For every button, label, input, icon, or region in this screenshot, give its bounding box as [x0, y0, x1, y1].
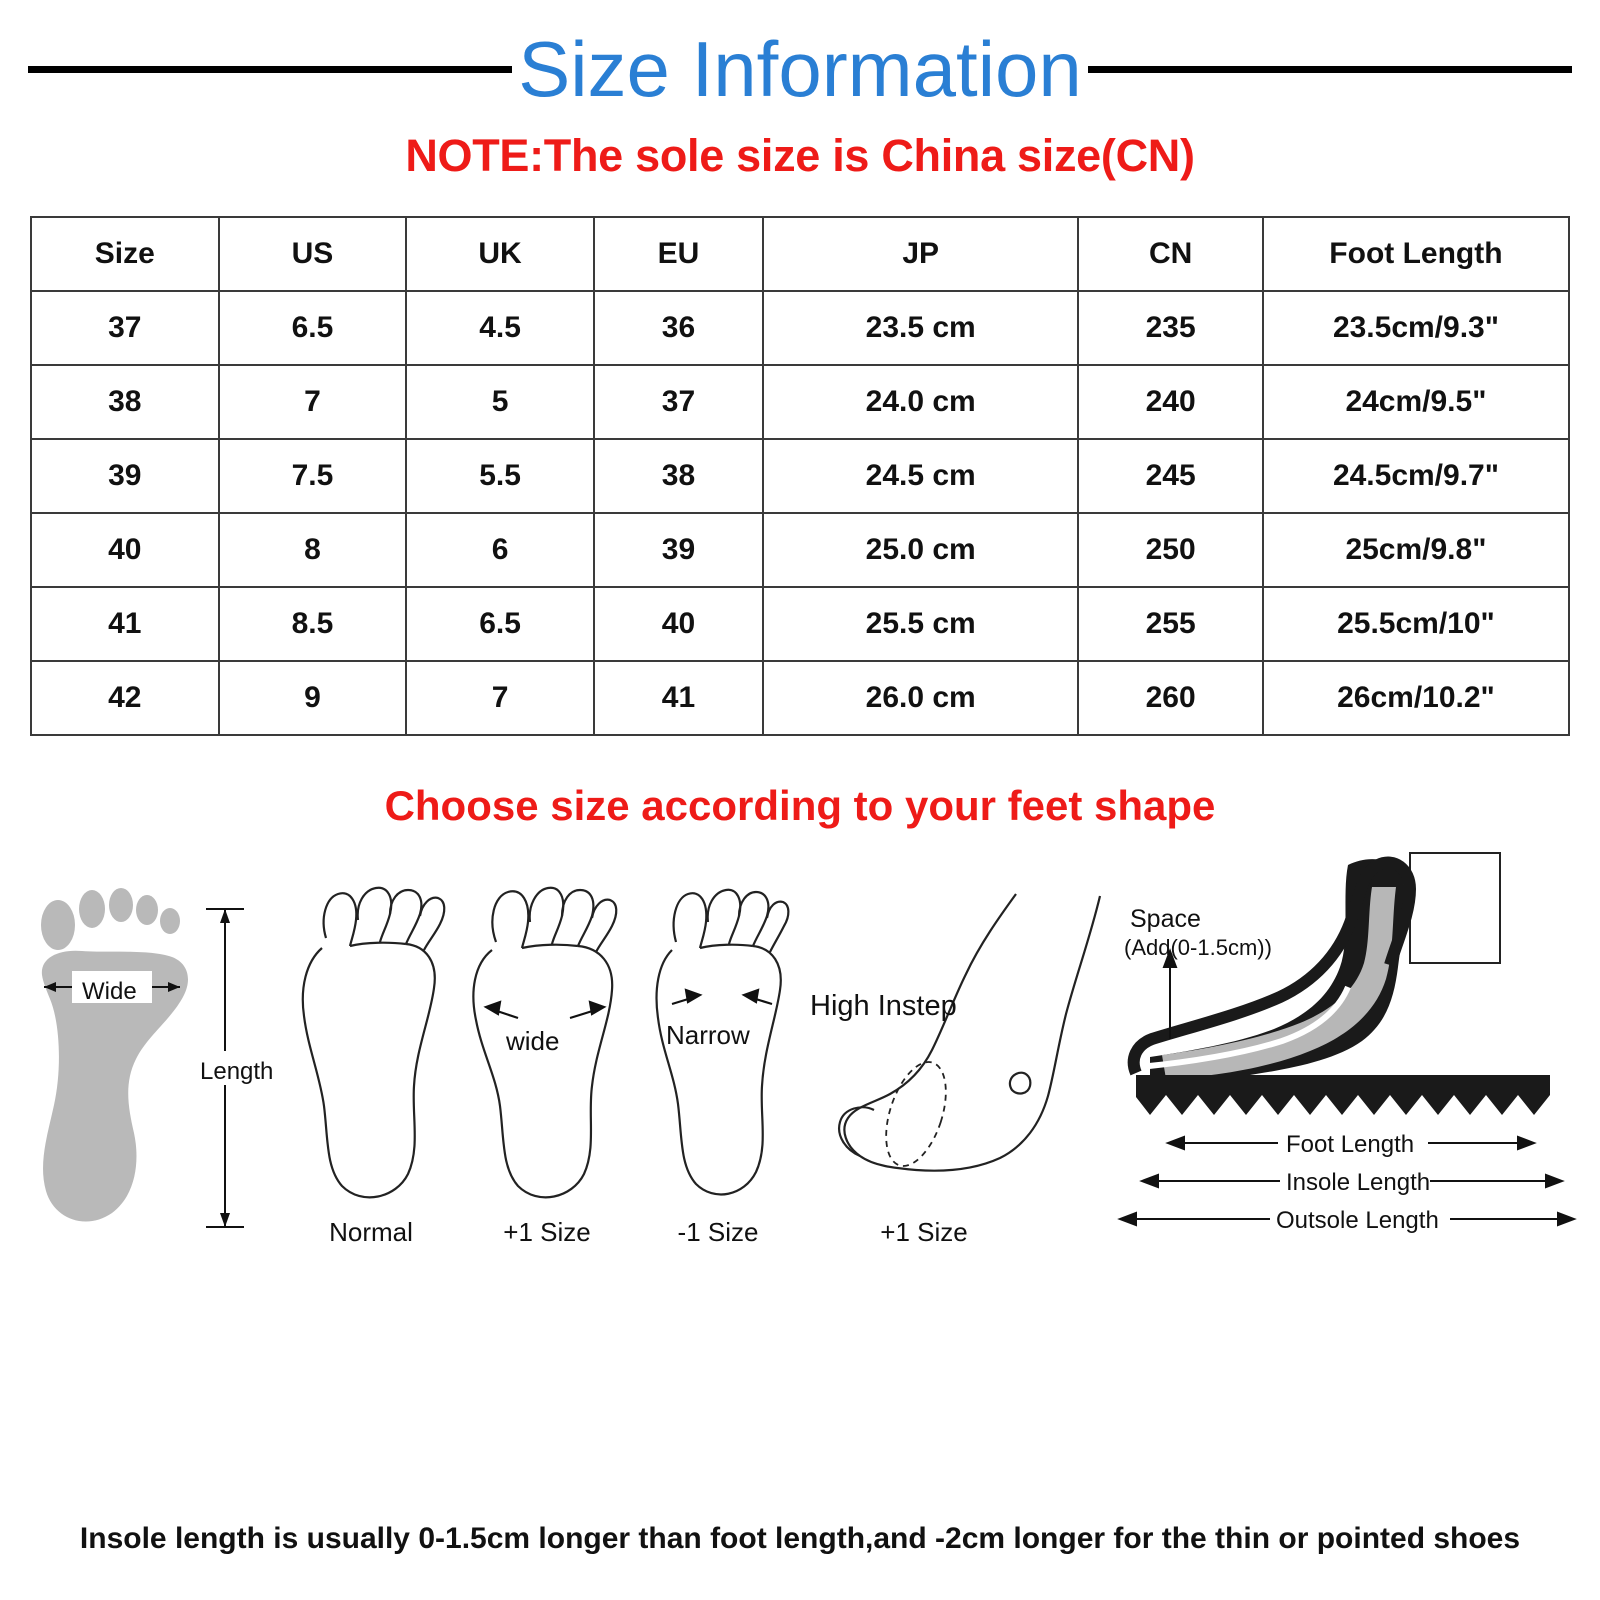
- diagram-section: [0, 848, 1600, 1268]
- table-row: [31, 365, 1569, 439]
- col-header-us: US: [219, 217, 407, 291]
- cell-size: 40: [31, 513, 219, 587]
- foot-wide-caption: +1 Size: [503, 1217, 591, 1247]
- table-row: [31, 291, 1569, 365]
- cell-uk: 6: [406, 513, 594, 587]
- cell-us: 9: [219, 661, 407, 735]
- cell-jp: 24.5 cm: [763, 439, 1078, 513]
- table-row: [31, 439, 1569, 513]
- wide-label: Wide: [82, 978, 137, 1005]
- cn-size-note: NOTE:The sole size is China size(CN): [405, 130, 1195, 181]
- col-header-uk: UK: [406, 217, 594, 291]
- foot-normal-caption: Normal: [329, 1217, 413, 1247]
- foot-narrow-caption: -1 Size: [677, 1217, 759, 1247]
- cell-eu: 41: [594, 661, 763, 735]
- cell-eu: 38: [594, 439, 763, 513]
- cell-jp: 25.0 cm: [763, 513, 1078, 587]
- foot-normal-diagram: [286, 868, 456, 1248]
- high-instep-diagram: [804, 878, 1104, 1248]
- table-row: [31, 513, 1569, 587]
- cell-jp: 24.0 cm: [763, 365, 1078, 439]
- cell-eu: 36: [594, 291, 763, 365]
- cell-cn: 240: [1078, 365, 1263, 439]
- footer-note: Insole length is usually 0-1.5cm longer than foot length,and -2cm longer for the thin or pointed shoes: [79, 1522, 1521, 1555]
- cell-eu: 39: [594, 513, 763, 587]
- cell-uk: 7: [406, 661, 594, 735]
- page-title: Size Information: [518, 25, 1082, 113]
- cell-foot-length: 26cm/10.2": [1263, 661, 1569, 735]
- high-instep-svg: [804, 878, 1104, 1208]
- col-header-size: Size: [31, 217, 219, 291]
- insole-length-label: Insole Length: [1286, 1169, 1431, 1196]
- cell-size: 38: [31, 365, 219, 439]
- title-rule-left: [28, 66, 512, 73]
- cell-foot-length: 25cm/9.8": [1263, 513, 1569, 587]
- cell-foot-length: 25.5cm/10": [1263, 587, 1569, 661]
- shoe-length-diagram: [1110, 843, 1580, 1248]
- cell-size: 42: [31, 661, 219, 735]
- cell-eu: 37: [594, 365, 763, 439]
- high-instep-label: High Instep: [810, 990, 957, 1022]
- cell-size: 39: [31, 439, 219, 513]
- diagram-row: [20, 848, 1580, 1248]
- cell-size: 41: [31, 587, 219, 661]
- col-header-cn: CN: [1078, 217, 1263, 291]
- cell-jp: 23.5 cm: [763, 291, 1078, 365]
- cell-us: 8.5: [219, 587, 407, 661]
- size-table-wrap: [0, 216, 1600, 736]
- cell-eu: 40: [594, 587, 763, 661]
- foot-length-label: Foot Length: [1286, 1131, 1415, 1158]
- outsole-length-label: Outsole Length: [1276, 1207, 1439, 1234]
- high-instep-caption: +1 Size: [880, 1217, 968, 1247]
- cell-us: 7: [219, 365, 407, 439]
- title-rule-right: [1088, 66, 1572, 73]
- cell-foot-length: 24.5cm/9.7": [1263, 439, 1569, 513]
- col-header-eu: EU: [594, 217, 763, 291]
- space-sub-label: (Add(0-1.5cm)): [1124, 935, 1272, 960]
- title-row: [0, 0, 1600, 113]
- length-label: Length: [200, 1058, 274, 1085]
- cell-uk: 5.5: [406, 439, 594, 513]
- cell-us: 8: [219, 513, 407, 587]
- cell-size: 37: [31, 291, 219, 365]
- cell-cn: 255: [1078, 587, 1263, 661]
- col-header-jp: JP: [763, 217, 1078, 291]
- table-header-row: [31, 217, 1569, 291]
- narrow-arrow-label: Narrow: [666, 1020, 750, 1050]
- cell-us: 6.5: [219, 291, 407, 365]
- cell-cn: 245: [1078, 439, 1263, 513]
- shape-heading: Choose size according to your feet shape: [384, 782, 1216, 829]
- cell-us: 7.5: [219, 439, 407, 513]
- cell-jp: 25.5 cm: [763, 587, 1078, 661]
- foot-wide-diagram: [462, 868, 632, 1248]
- cell-uk: 4.5: [406, 291, 594, 365]
- cell-cn: 250: [1078, 513, 1263, 587]
- table-row: [31, 661, 1569, 735]
- cell-cn: 260: [1078, 661, 1263, 735]
- foot-narrow-diagram: [638, 868, 798, 1248]
- cell-foot-length: 23.5cm/9.3": [1263, 291, 1569, 365]
- foot-measure-diagram: [20, 883, 280, 1248]
- space-label: Space: [1130, 905, 1201, 933]
- table-row: [31, 587, 1569, 661]
- cell-uk: 6.5: [406, 587, 594, 661]
- cell-cn: 235: [1078, 291, 1263, 365]
- wide-arrow-label: wide: [506, 1026, 560, 1056]
- cell-jp: 26.0 cm: [763, 661, 1078, 735]
- foot-normal-svg: [286, 868, 451, 1208]
- cell-uk: 5: [406, 365, 594, 439]
- col-header-foot-length: Foot Length: [1263, 217, 1569, 291]
- cell-foot-length: 24cm/9.5": [1263, 365, 1569, 439]
- size-table: [30, 216, 1570, 736]
